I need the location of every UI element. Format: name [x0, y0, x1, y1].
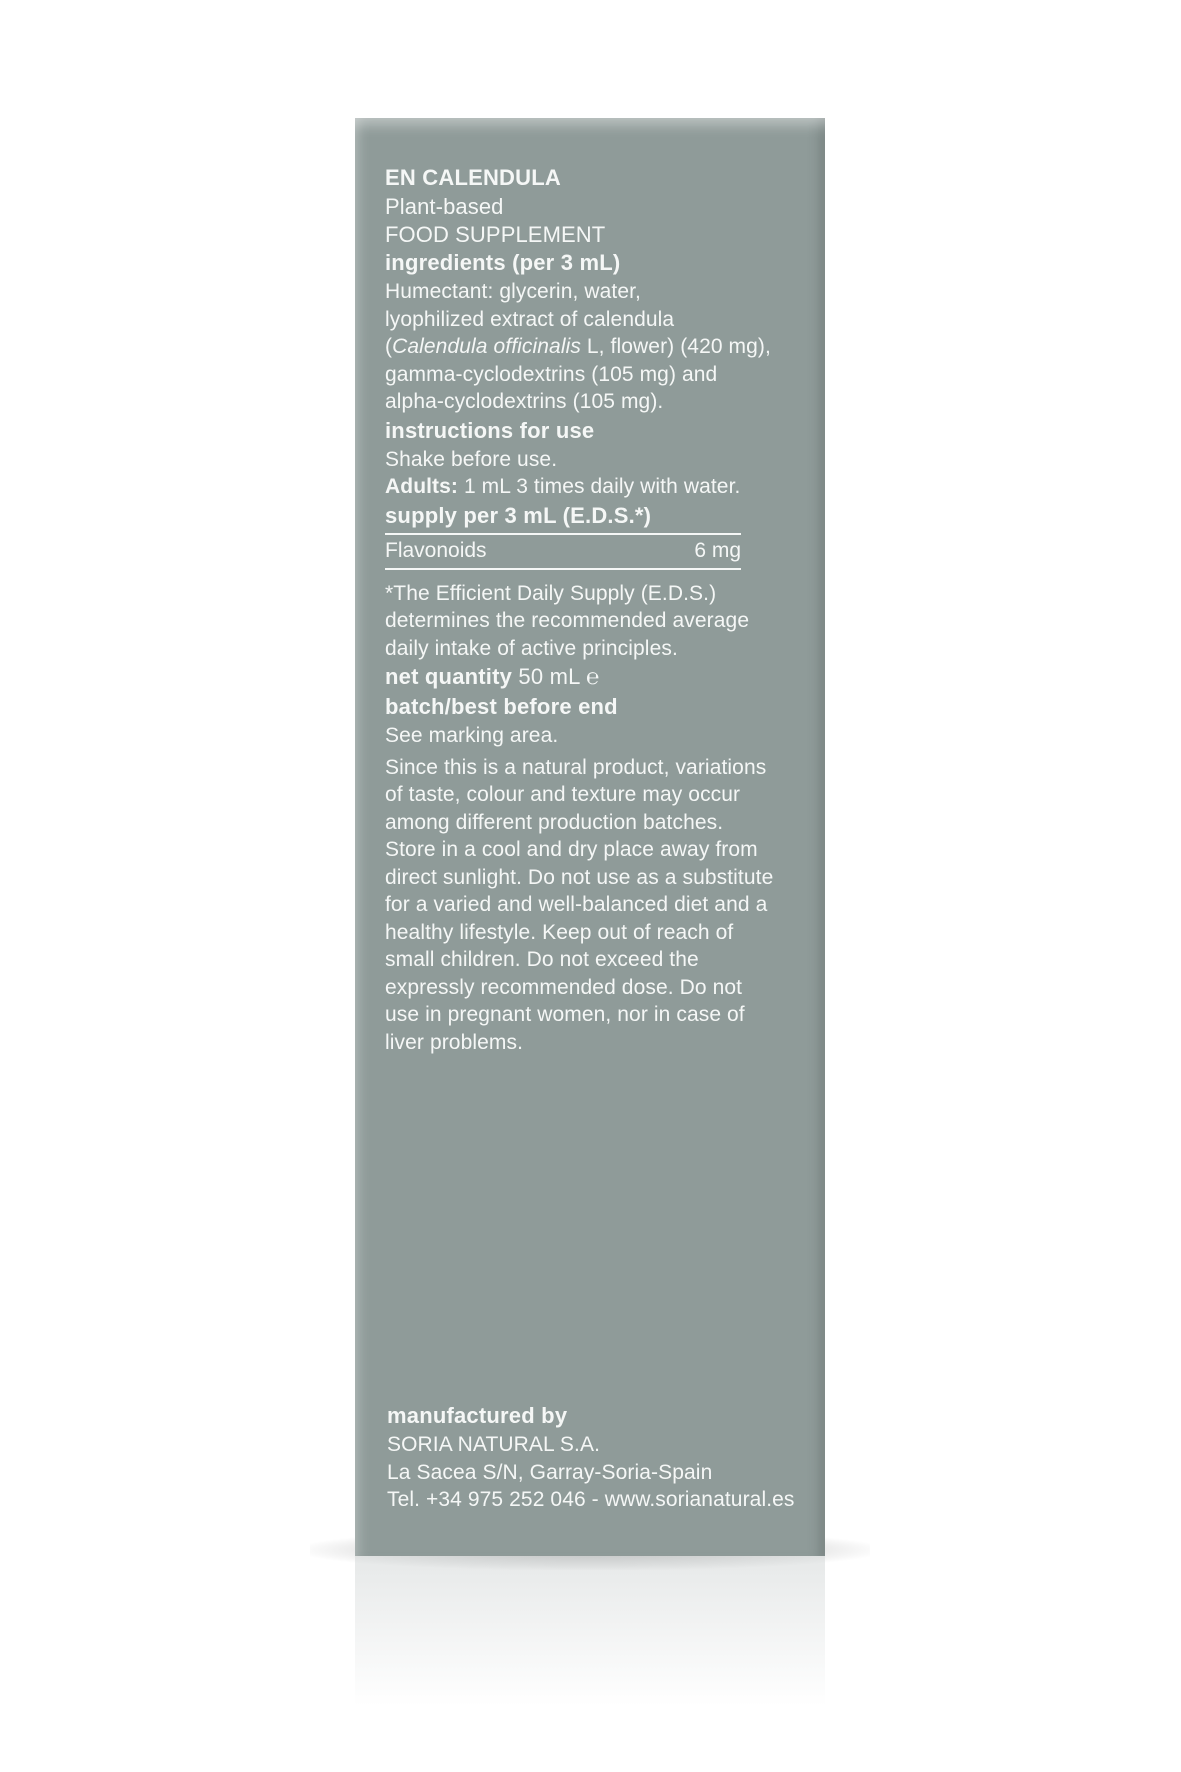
eds-note-line: *The Efficient Daily Supply (E.D.S.): [385, 581, 717, 605]
product-box-back-panel: [355, 118, 825, 1556]
warning-line: among different production batches.: [385, 810, 724, 834]
net-quantity: [385, 662, 799, 692]
manufacturer-address: La Sacea S/N, Garray-Soria-Spain: [387, 1460, 713, 1484]
warning-line: liver problems.: [385, 1030, 524, 1054]
latin-name: Calendula officinalis: [392, 335, 581, 358]
ingredients-line: Humectant: glycerin, water,: [385, 280, 641, 303]
product-subtitle-2: FOOD SUPPLEMENT: [385, 221, 606, 247]
product-subtitle-1: Plant-based: [385, 194, 504, 219]
net-quantity-label: net quantity: [385, 664, 513, 689]
warning-line: Store in a cool and dry place away from: [385, 838, 758, 861]
ingredients-line: gamma-cyclodextrins (105 mg) and: [385, 362, 718, 386]
manufacturer-contact: Tel. +34 975 252 046 - www.sorianatural.es: [387, 1488, 795, 1511]
adults-label: Adults:: [385, 475, 459, 498]
eds-note-line: determines the recommended average: [385, 609, 750, 632]
supply-table: [385, 533, 741, 570]
box-reflection: [355, 1556, 825, 1706]
ingredients-line: (Calendula officinalis L, flower) (420 mg),: [385, 335, 771, 358]
warning-line: Since this is a natural product, variations: [385, 755, 767, 779]
manufacturer-name: SORIA NATURAL S.A.: [387, 1433, 601, 1456]
warning-line: of taste, colour and texture may occur: [385, 783, 741, 806]
instructions-heading: instructions for use: [385, 417, 595, 443]
warning-line: healthy lifestyle. Keep out of reach of: [385, 920, 734, 944]
ingredients-heading: ingredients (per 3 mL): [385, 250, 621, 275]
warning-line: direct sunlight. Do not use as a substitute: [385, 865, 774, 889]
net-quantity-value: 50 mL ℮: [512, 664, 600, 689]
warning-line: use in pregnant women, nor in case of: [385, 1003, 745, 1026]
eds-note-line: daily intake of active principles.: [385, 636, 678, 660]
ingredients-line: lyophilized extract of calendula: [385, 307, 675, 331]
manufacturer-heading: manufactured by: [387, 1403, 568, 1428]
warning-line: small children. Do not exceed the: [385, 948, 699, 971]
supply-item-name: Flavonoids: [385, 538, 487, 562]
batch-text: See marking area.: [385, 724, 559, 747]
warning-line: for a varied and well-balanced diet and a: [385, 893, 768, 916]
warning-line: expressly recommended dose. Do not: [385, 975, 743, 999]
supply-heading: supply per 3 mL (E.D.S.*): [385, 502, 652, 528]
batch-heading: batch/best before end: [385, 694, 618, 719]
instructions-line: Shake before use.: [385, 447, 558, 471]
ingredients-line-rest: L, flower) (420 mg),: [580, 335, 771, 358]
manufacturer-block: [387, 1401, 795, 1514]
adults-text: 1 mL 3 times daily with water.: [458, 475, 741, 498]
ingredients-line: alpha-cyclodextrins (105 mg).: [385, 390, 664, 413]
product-title: EN CALENDULA: [385, 165, 561, 190]
supply-item-amount: 6 mg: [694, 538, 741, 562]
instructions-adults: [385, 473, 799, 501]
